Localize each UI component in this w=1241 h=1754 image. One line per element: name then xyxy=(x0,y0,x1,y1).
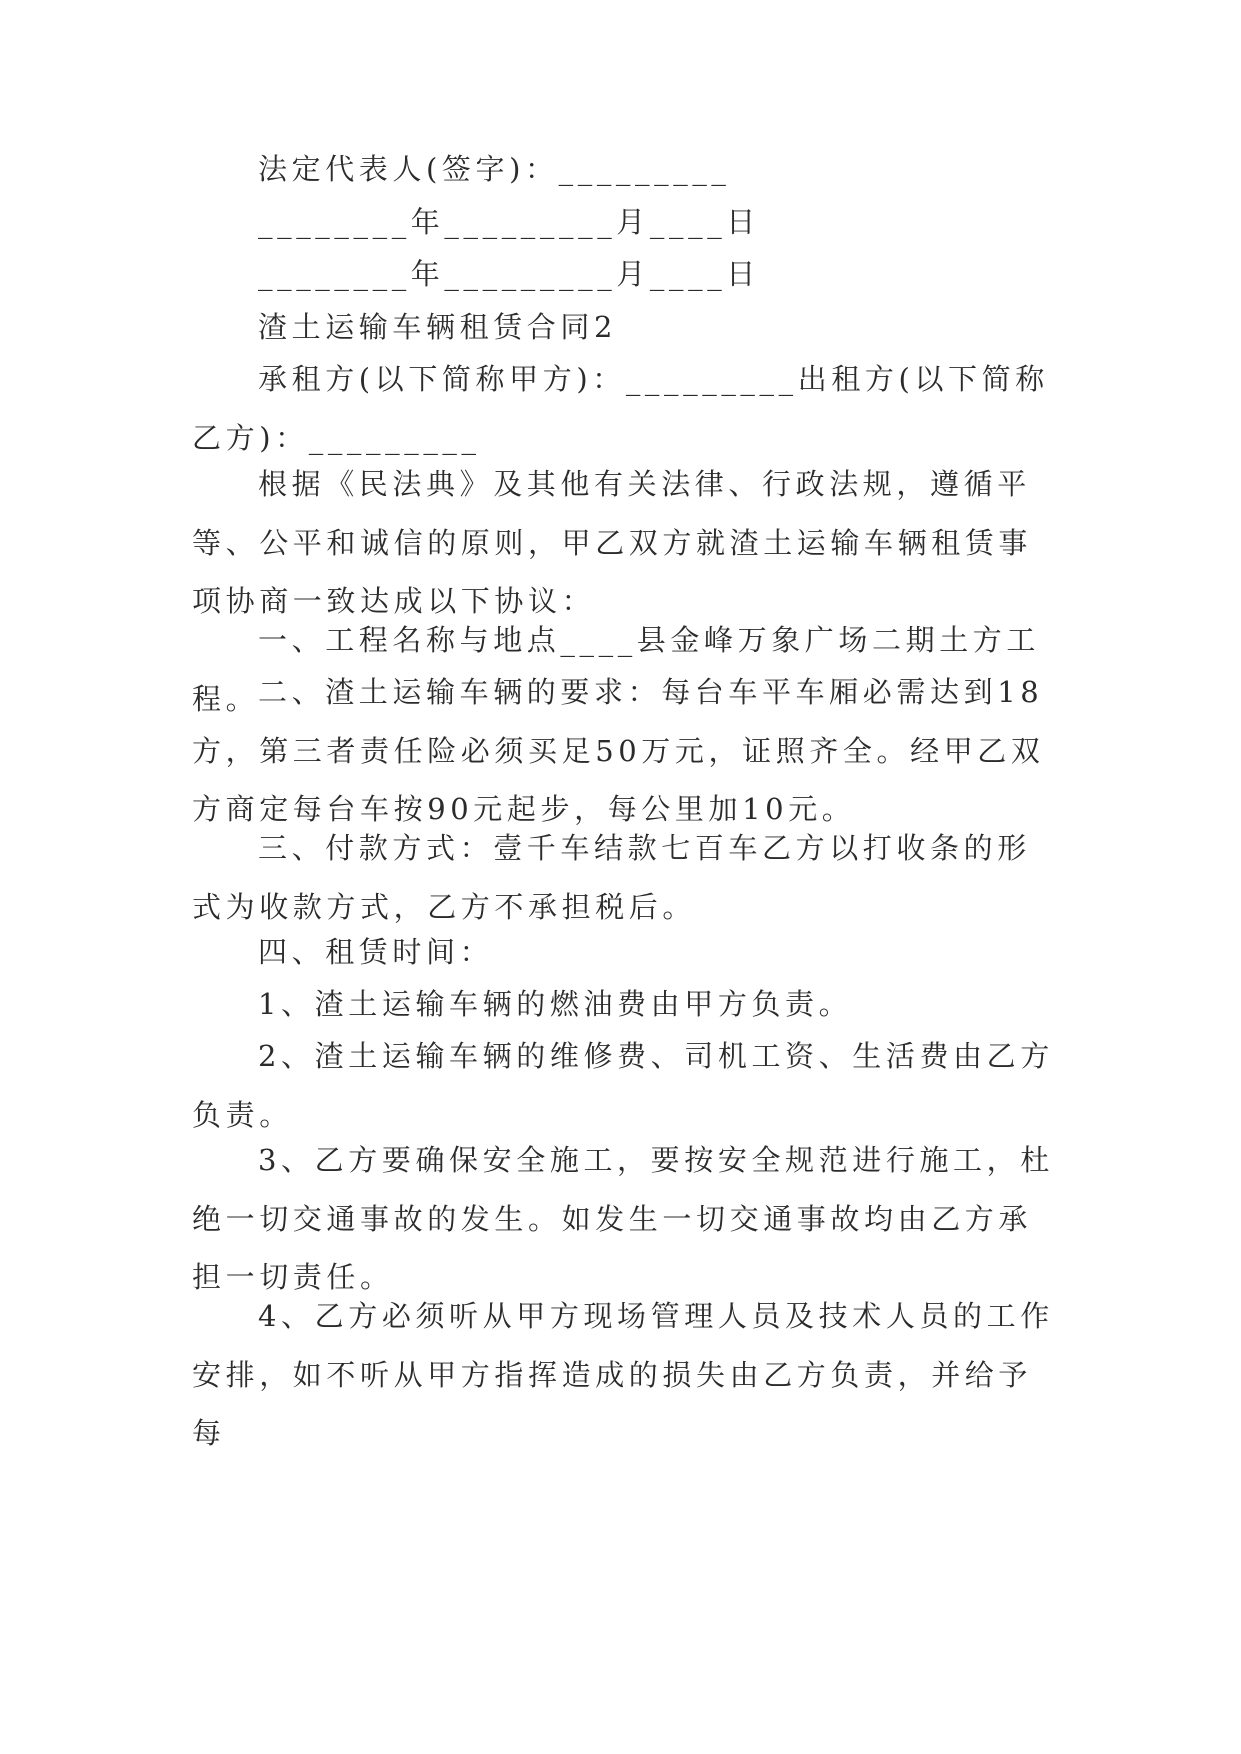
parties-paragraph: 承租方(以下简称甲方)：_________出租方(以下简称乙方)：_________ xyxy=(192,362,1049,455)
contract-title: 渣土运输车辆租赁合同2 xyxy=(258,310,618,344)
clause-3: 三、付款方式：壹千车结款七百车乙方以打收条的形式为收款方式，乙方不承担税后。 xyxy=(192,831,1031,924)
clause-4-heading: 四、租赁时间： xyxy=(258,935,494,969)
date-line-1: ________年_________月____日 xyxy=(258,205,760,239)
item-2: 2、渣土运输车辆的维修费、司机工资、生活费由乙方负责。 xyxy=(192,1039,1054,1132)
clause-1: 一、工程名称与地点____县金峰万象广场二期土方工程。 xyxy=(192,623,1041,716)
item-4: 4、乙方必须听从甲方现场管理人员及技术人员的工作安排，如不听从甲方指挥造成的损失由乙方负责，并给予每 xyxy=(192,1299,1054,1450)
date-line-2: ________年_________月____日 xyxy=(258,257,760,291)
clause-2: 二、渣土运输车辆的要求：每台车平车厢必需达到18方，第三者责任险必须买足50万元，证照齐全。经甲乙双方商定每台车按90元起步，每公里加10元。 xyxy=(192,675,1045,826)
signature-line: 法定代表人(签字)：_________ xyxy=(258,152,731,186)
item-1: 1、渣土运输车辆的燃油费由甲方负责。 xyxy=(258,987,853,1021)
item-3: 3、乙方要确保安全施工，要按安全规范进行施工，杜绝一切交通事故的发生。如发生一切交通事故均由乙方承担一切责任。 xyxy=(192,1143,1054,1294)
basis-paragraph: 根据《民法典》及其他有关法律、行政法规，遵循平等、公平和诚信的原则，甲乙双方就渣土运输车辆租赁事项协商一致达成以下协议： xyxy=(192,467,1033,618)
